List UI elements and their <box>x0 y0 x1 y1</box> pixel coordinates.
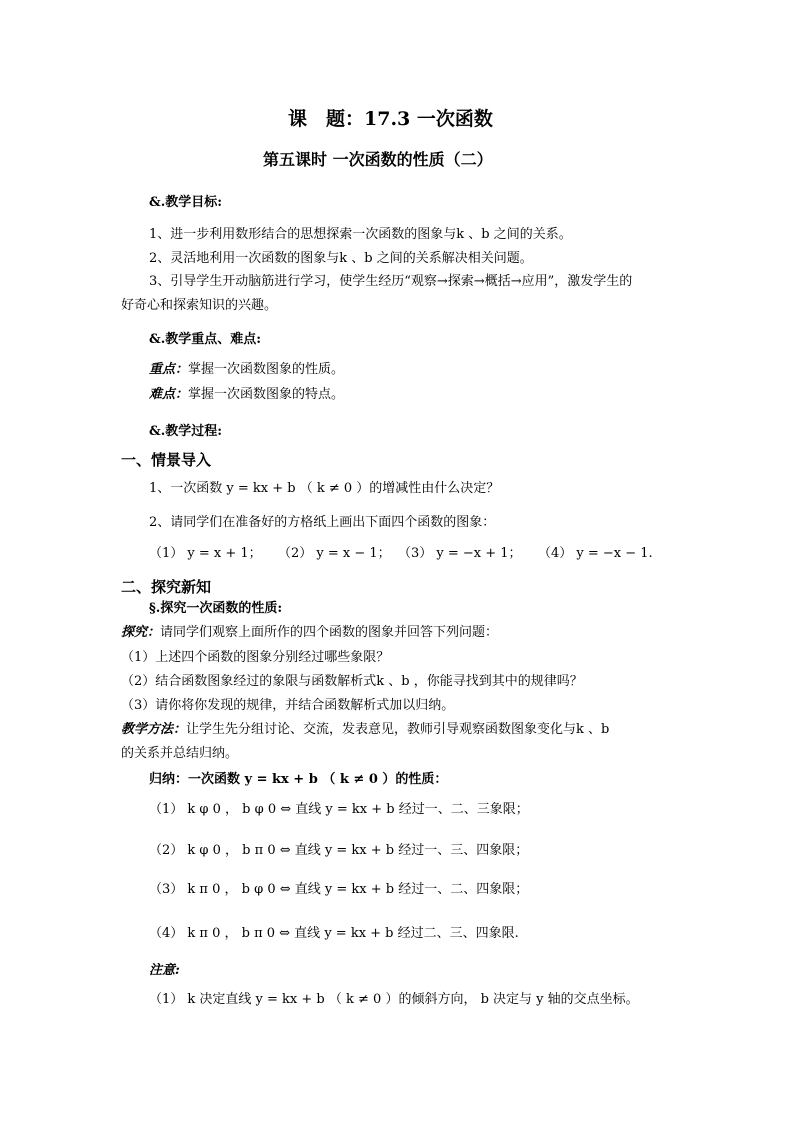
key-text: 掌握一次函数图象的性质。 <box>188 362 345 377</box>
explore-question: （1）上述四个函数的图象分别经过哪些象限？ <box>121 650 390 665</box>
function-2: （2） y = x − 1； <box>278 546 391 561</box>
function-1: （1） y = x + 1； <box>149 546 262 561</box>
page-title: 课 题：17.3 一次函数 <box>288 108 493 130</box>
explore-line <box>121 625 498 641</box>
hard-label: 难点： <box>149 387 189 402</box>
page-subtitle: 第五课时 一次函数的性质（二） <box>263 150 493 169</box>
property-3: （3） k π 0 ， b φ 0 ⇔ 直线 y = kx + b 经过一、二、四象限； <box>149 882 529 897</box>
part2-heading: 二、探究新知 <box>121 578 212 596</box>
sub-heading: §.探究一次函数的性质: <box>149 601 283 616</box>
question-1: 1、一次函数 y = kx + b （ k ≠ 0 ）的增减性由什么决定？ <box>149 481 500 496</box>
method-line-2: 的关系并总结归纳。 <box>121 746 239 761</box>
property-4: （4） k π 0 ， b π 0 ⇔ 直线 y = kx + b 经过二、三、四象限. <box>149 926 519 941</box>
method-label: 教学方法： <box>121 722 187 737</box>
key-point <box>149 362 344 378</box>
keypoints-heading: &.教学重点、难点: <box>149 332 262 347</box>
summary-heading: 归纳：一次函数 y = kx + b （ k ≠ 0 ）的性质： <box>149 772 448 787</box>
key-label: 重点： <box>149 362 189 377</box>
method-text: 让学生先分组讨论、交流，发表意见，教师引导观察函数图象变化与k 、b <box>186 722 610 737</box>
property-2: （2） k φ 0 ， b π 0 ⇔ 直线 y = kx + b 经过一、三、四象限； <box>149 843 529 858</box>
hard-point <box>149 387 344 403</box>
goal-item: 1、进一步利用数形结合的思想探索一次函数的图象与k 、b 之间的关系。 <box>149 227 572 242</box>
property-1: （1） k φ 0 ， b φ 0 ⇔ 直线 y = kx + b 经过一、二、三象限； <box>149 802 529 817</box>
method-line <box>121 722 609 738</box>
question-2: 2、请同学们在准备好的方格纸上画出下面四个函数的图象： <box>149 515 496 530</box>
goal-item: 好奇心和探索知识的兴趣。 <box>121 298 278 313</box>
part1-heading: 一、情景导入 <box>121 451 212 469</box>
explore-label: 探究： <box>121 625 161 640</box>
goals-heading: &.教学目标: <box>149 195 223 210</box>
note-label: 注意: <box>149 963 180 978</box>
goal-item: 3、引导学生开动脑筋进行学习，使学生经历“观察→探索→概括→应用”，激发学生的 <box>149 274 633 289</box>
process-heading: &.教学过程: <box>149 424 223 439</box>
function-4: （4） y = −x − 1. <box>538 546 653 561</box>
function-3: （3） y = −x + 1； <box>398 546 522 561</box>
note-1: （1） k 决定直线 y = kx + b （ k ≠ 0 ）的倾斜方向， b 决定与 y 轴的交点坐标。 <box>149 992 639 1007</box>
explore-question: （2）结合函数图象经过的象限与函数解析式k 、b ，你能寻找到其中的规律吗？ <box>121 674 583 689</box>
goal-item: 2、灵活地利用一次函数的图象与k 、b 之间的关系解决相关问题。 <box>149 251 533 266</box>
explore-question: （3）请你将你发现的规律，并结合函数解析式加以归纳。 <box>121 698 455 713</box>
hard-text: 掌握一次函数图象的特点。 <box>188 387 345 402</box>
explore-text: 请同学们观察上面所作的四个函数的图象并回答下列问题： <box>160 625 499 640</box>
